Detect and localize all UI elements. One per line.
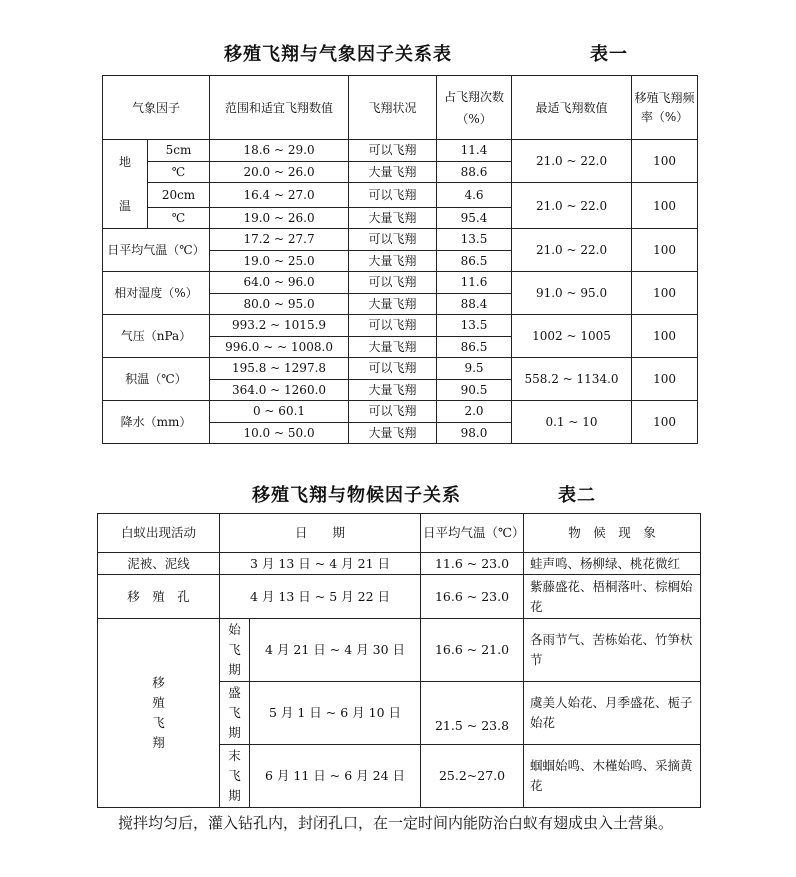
- header-range: 范围和适宜飞翔数值: [210, 76, 349, 140]
- range-cell: 16.4 ~ 27.0: [210, 183, 349, 208]
- best-cell: 21.0 ~ 22.0: [512, 229, 632, 272]
- table2-title: 移殖飞翔与物候因子关系: [252, 485, 461, 506]
- header-date: 日 期: [220, 514, 421, 553]
- factor-label: 日平均气温（℃）: [103, 229, 210, 272]
- header-percent: 占飞翔次数（%）: [437, 76, 512, 140]
- weather-factor-table: [102, 75, 698, 444]
- factor-label: 相对湿度（%）: [103, 272, 210, 315]
- range-cell: 993.2 ~ 1015.9: [210, 315, 349, 337]
- range-cell: 0 ~ 60.1: [210, 401, 349, 423]
- freq-cell: 100: [632, 272, 698, 315]
- activity-cell: 移 殖 孔: [98, 575, 220, 619]
- percent-cell: 88.4: [437, 293, 512, 315]
- range-cell: 64.0 ~ 96.0: [210, 272, 349, 294]
- depth-label: 5cm: [148, 140, 210, 162]
- table1-title: 移殖飞翔与气象因子关系表: [224, 44, 452, 65]
- header-status: 飞翔状况: [349, 76, 437, 140]
- header-activity: 白蚁出现活动: [98, 514, 220, 553]
- freq-cell: 100: [632, 183, 698, 229]
- range-cell: 18.6 ~ 29.0: [210, 140, 349, 162]
- table-row: [103, 229, 698, 251]
- percent-cell: 86.5: [437, 336, 512, 358]
- date-cell: 6 月 11 日 ~ 6 月 24 日: [250, 745, 421, 808]
- range-cell: 364.0 ~ 1260.0: [210, 379, 349, 401]
- unit-label: ℃: [148, 207, 210, 229]
- best-cell: 1002 ~ 1005: [512, 315, 632, 358]
- date-cell: 5 月 1 日 ~ 6 月 10 日: [250, 682, 421, 745]
- best-cell: 558.2 ~ 1134.0: [512, 358, 632, 401]
- freq-cell: 100: [632, 140, 698, 183]
- status-cell: 大量飞翔: [349, 379, 437, 401]
- status-cell: 大量飞翔: [349, 336, 437, 358]
- temp-cell: 16.6 ~ 23.0: [421, 575, 524, 619]
- status-cell: 大量飞翔: [349, 161, 437, 183]
- table-row: [103, 272, 698, 294]
- depth-label: 20cm: [148, 183, 210, 208]
- range-cell: 996.0 ~ ~ 1008.0: [210, 336, 349, 358]
- date-cell: 3 月 13 日 ~ 4 月 21 日: [220, 553, 421, 575]
- date-cell: 4 月 21 日 ~ 4 月 30 日: [250, 619, 421, 682]
- factor-label: 降水（mm）: [103, 401, 210, 444]
- activity-cell: 泥被、泥线: [98, 553, 220, 575]
- range-cell: 19.0 ~ 26.0: [210, 207, 349, 229]
- phenology-cell: 虞美人始花、月季盛花、栀子始花: [524, 682, 701, 745]
- temp-cell: 25.2~27.0: [421, 745, 524, 808]
- best-cell: 91.0 ~ 95.0: [512, 272, 632, 315]
- ground-temp-label: 地 温: [103, 140, 148, 229]
- header-frequency: 移殖飞翔频率（%）: [632, 76, 698, 140]
- range-cell: 19.0 ~ 25.0: [210, 250, 349, 272]
- status-cell: 可以飞翔: [349, 140, 437, 162]
- body-paragraph: 搅拌均匀后，灌入钻孔内，封闭孔口，在一定时间内能防治白蚁有翅成虫入土营巢。: [118, 814, 674, 832]
- temp-cell: 16.6 ~ 21.0: [421, 619, 524, 682]
- range-cell: 195.8 ~ 1297.8: [210, 358, 349, 380]
- phenology-cell: 紫藤盛花、梧桐落叶、棕榈始花: [524, 575, 701, 619]
- table-row: [98, 575, 701, 619]
- temp-cell: 11.6 ~ 23.0: [421, 553, 524, 575]
- percent-cell: 98.0: [437, 422, 512, 444]
- status-cell: 可以飞翔: [349, 401, 437, 423]
- percent-cell: 4.6: [437, 183, 512, 208]
- freq-cell: 100: [632, 401, 698, 444]
- status-cell: 大量飞翔: [349, 293, 437, 315]
- status-cell: 可以飞翔: [349, 183, 437, 208]
- table1-header-row: [103, 76, 698, 140]
- percent-cell: 11.6: [437, 272, 512, 294]
- freq-cell: 100: [632, 358, 698, 401]
- phenology-cell: 蝈蝈始鸣、木槿始鸣、采摘黄花: [524, 745, 701, 808]
- best-cell: 21.0 ~ 22.0: [512, 183, 632, 229]
- status-cell: 大量飞翔: [349, 422, 437, 444]
- table-row: [98, 553, 701, 575]
- factor-label: 积温（℃）: [103, 358, 210, 401]
- status-cell: 大量飞翔: [349, 250, 437, 272]
- status-cell: 可以飞翔: [349, 315, 437, 337]
- date-cell: 4 月 13 日 ~ 5 月 22 日: [220, 575, 421, 619]
- stage-label: 盛 飞 期: [220, 682, 250, 745]
- status-cell: 可以飞翔: [349, 229, 437, 251]
- status-cell: 可以飞翔: [349, 272, 437, 294]
- temp-cell: 21.5 ~ 23.8: [421, 682, 524, 745]
- phenology-cell: 蛙声鸣、杨柳绿、桃花微红: [524, 553, 701, 575]
- best-cell: 0.1 ~ 10: [512, 401, 632, 444]
- freq-cell: 100: [632, 229, 698, 272]
- table-row: [103, 358, 698, 380]
- table1-tag: 表一: [590, 44, 628, 65]
- header-temp: 日平均气温（℃）: [421, 514, 524, 553]
- table2-tag: 表二: [558, 485, 596, 506]
- flight-label: 移 殖 飞 翔: [98, 619, 220, 808]
- percent-cell: 95.4: [437, 207, 512, 229]
- status-cell: 大量飞翔: [349, 207, 437, 229]
- status-cell: 可以飞翔: [349, 358, 437, 380]
- table-row: [103, 183, 698, 208]
- percent-cell: 90.5: [437, 379, 512, 401]
- range-cell: 20.0 ~ 26.0: [210, 161, 349, 183]
- range-cell: 80.0 ~ 95.0: [210, 293, 349, 315]
- percent-cell: 11.4: [437, 140, 512, 162]
- percent-cell: 2.0: [437, 401, 512, 423]
- table-row: [103, 315, 698, 337]
- phenology-cell: 各雨节气、苦栋始花、竹笋杕节: [524, 619, 701, 682]
- stage-label: 末 飞 期: [220, 745, 250, 808]
- percent-cell: 13.5: [437, 315, 512, 337]
- phenology-factor-table: [97, 513, 701, 808]
- percent-cell: 13.5: [437, 229, 512, 251]
- percent-cell: 88.6: [437, 161, 512, 183]
- percent-cell: 9.5: [437, 358, 512, 380]
- percent-cell: 86.5: [437, 250, 512, 272]
- table-row: [98, 619, 701, 682]
- range-cell: 10.0 ~ 50.0: [210, 422, 349, 444]
- freq-cell: 100: [632, 315, 698, 358]
- table-row: [103, 401, 698, 423]
- header-phenology: 物 候 现 象: [524, 514, 701, 553]
- stage-label: 始 飞 期: [220, 619, 250, 682]
- best-cell: 21.0 ~ 22.0: [512, 140, 632, 183]
- table-row: [103, 140, 698, 162]
- range-cell: 17.2 ~ 27.7: [210, 229, 349, 251]
- table2-header-row: [98, 514, 701, 553]
- unit-label: ℃: [148, 161, 210, 183]
- header-factor: 气象因子: [103, 76, 210, 140]
- factor-label: 气压（nPa）: [103, 315, 210, 358]
- header-best: 最适飞翔数值: [512, 76, 632, 140]
